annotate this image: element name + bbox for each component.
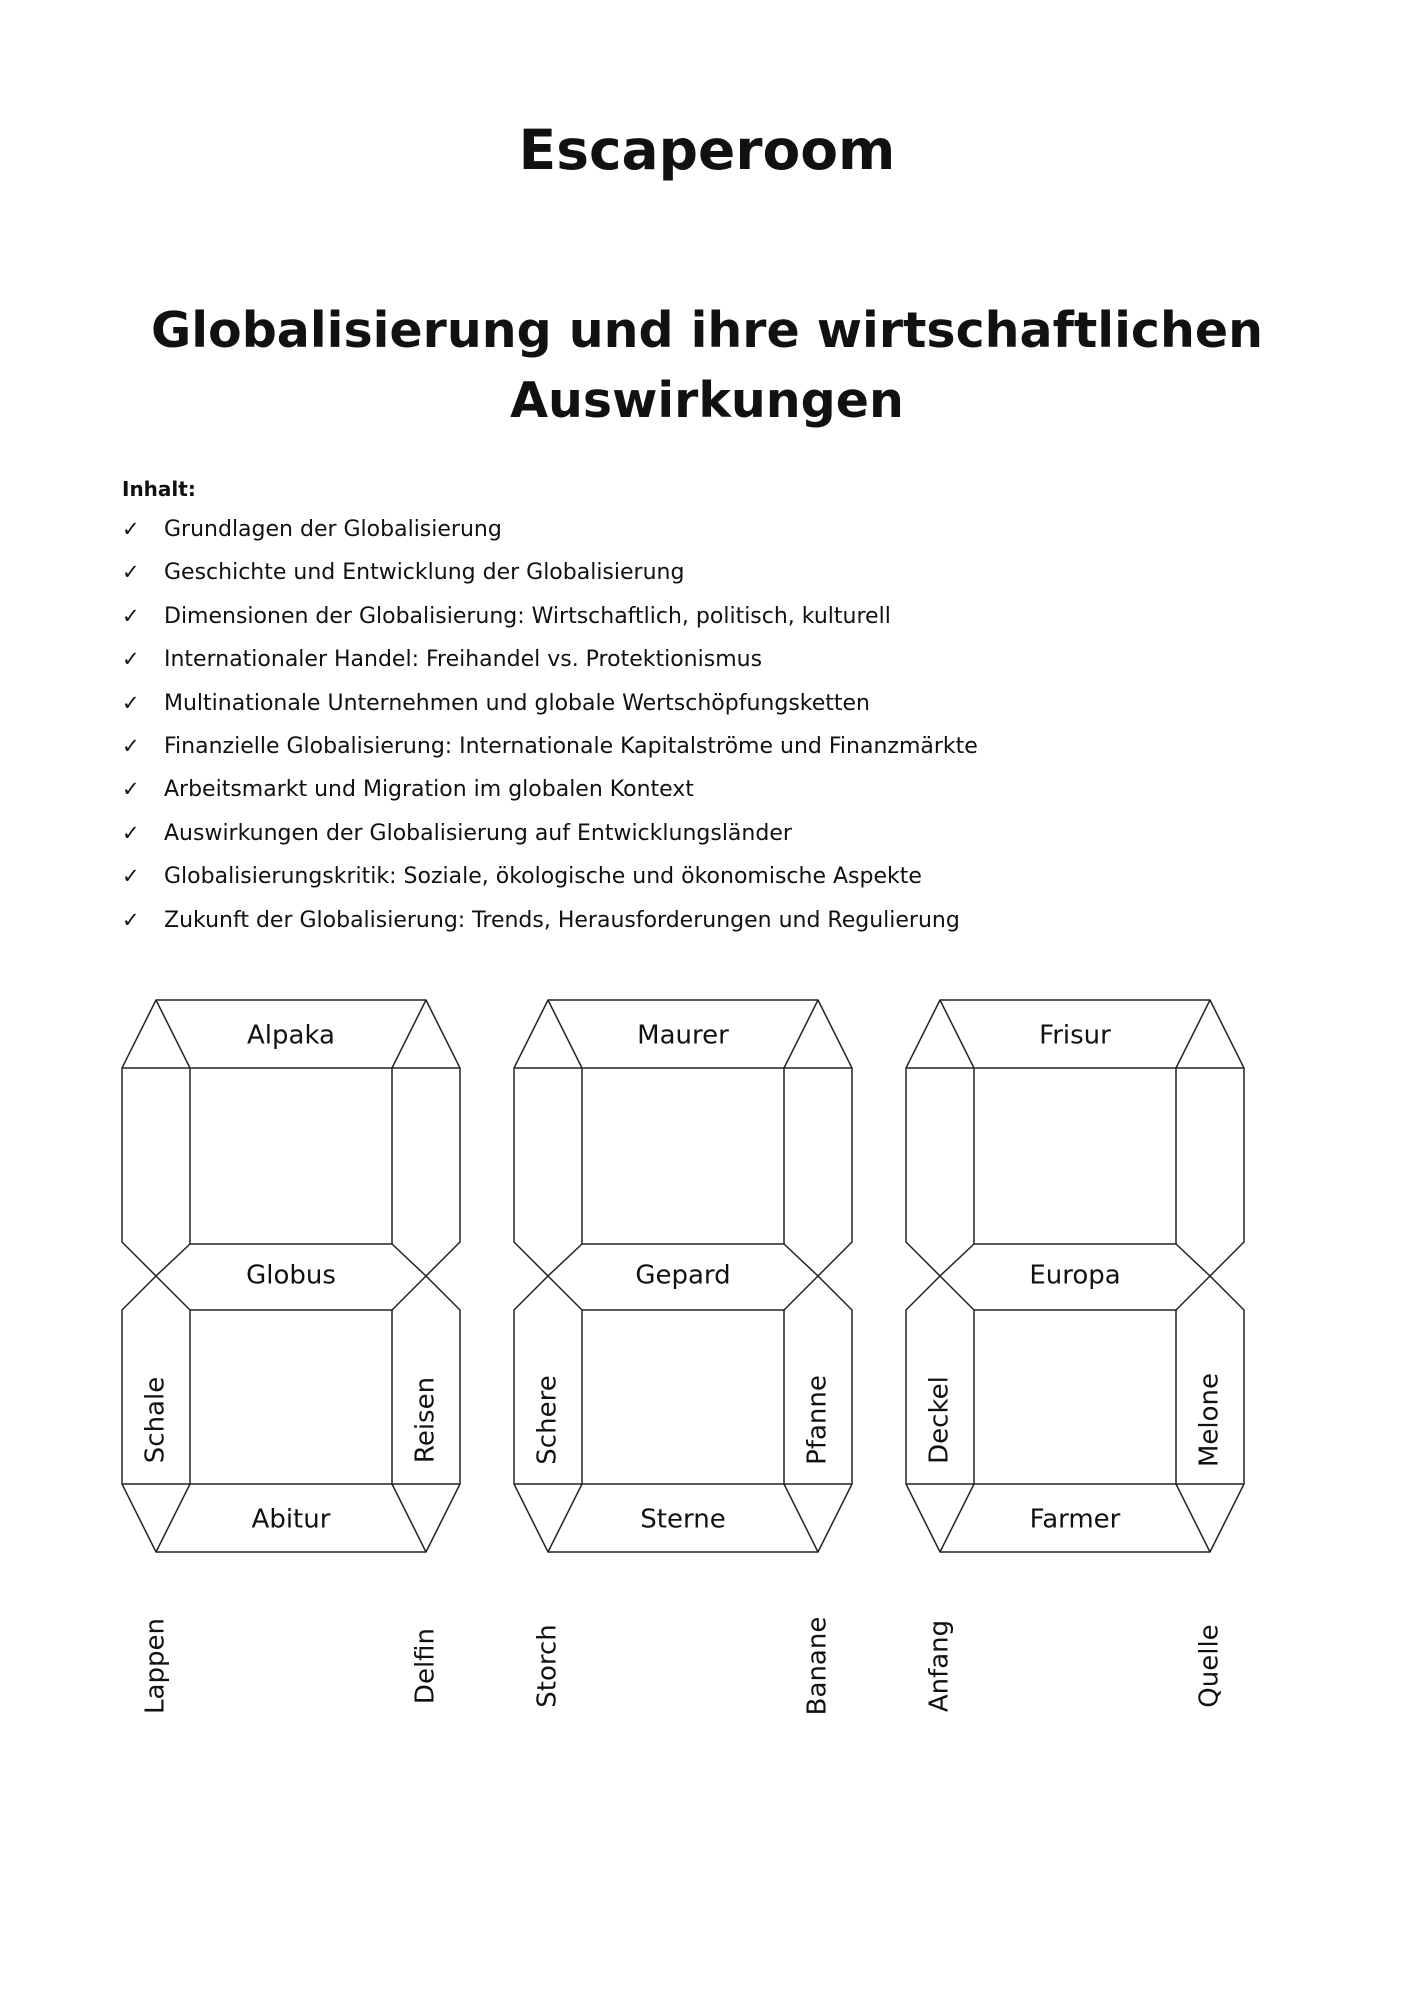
subtitle-line-1: Globalisierung und ihre wirtschaftlichen xyxy=(151,302,1263,359)
topic-text: Auswirkungen der Globalisierung auf Entwicklungsländer xyxy=(164,820,792,846)
segment-upper-right-label: Quelle xyxy=(1194,1624,1225,1708)
upper-square xyxy=(974,1068,1176,1244)
segment-bottom-label: Sterne xyxy=(640,1504,726,1535)
lower-square xyxy=(974,1310,1176,1484)
segment-upper-right-label: Banane xyxy=(802,1616,833,1716)
segment-top-label: Alpaka xyxy=(247,1020,335,1051)
segment-lower-left-label: Schere xyxy=(532,1375,563,1465)
digit-puzzle xyxy=(906,1000,1244,1712)
segment-lower-left-label: Schale xyxy=(140,1376,171,1464)
segment-bottom-label: Abitur xyxy=(251,1504,331,1535)
segment-top-label: Frisur xyxy=(1039,1020,1111,1051)
segment-top-label: Maurer xyxy=(637,1020,729,1051)
digit-puzzle xyxy=(514,1000,852,1715)
segment-bottom-label: Farmer xyxy=(1029,1504,1121,1535)
segment-upper-right-label: Delfin xyxy=(410,1627,441,1705)
segment-upper-left-label: Lappen xyxy=(140,1618,171,1714)
topic-text: Internationaler Handel: Freihandel vs. Protektionismus xyxy=(164,647,763,673)
lower-square xyxy=(190,1310,392,1484)
segment-upper-left-label: Anfang xyxy=(924,1619,955,1713)
lower-square xyxy=(582,1310,784,1484)
topic-text: Arbeitsmarkt und Migration im globalen Kontext xyxy=(164,777,694,803)
checkmark-icon: ✓ xyxy=(122,733,140,758)
segment-middle-label: Globus xyxy=(246,1260,336,1291)
checkmark-icon: ✓ xyxy=(122,864,140,889)
checkmark-icon: ✓ xyxy=(122,517,140,541)
segment-lower-right-label: Pfanne xyxy=(802,1375,833,1465)
segment-middle-label: Europa xyxy=(1029,1260,1121,1291)
topic-text: Zukunft der Globalisierung: Trends, Herausforderungen und Regulierung xyxy=(164,907,960,933)
segment-lower-left-label: Deckel xyxy=(924,1376,955,1464)
upper-square xyxy=(190,1068,392,1244)
checkmark-icon: ✓ xyxy=(122,777,140,802)
topic-text: Geschichte und Entwicklung der Globalisierung xyxy=(164,560,685,586)
digit-puzzle xyxy=(122,1000,460,1714)
segment-middle-label: Gepard xyxy=(635,1260,731,1291)
checkmark-icon: ✓ xyxy=(122,907,140,932)
topic-text: Dimensionen der Globalisierung: Wirtschaftlich, politisch, kulturell xyxy=(164,603,891,629)
content-heading: Inhalt: xyxy=(122,477,196,501)
page-title: Escaperoom xyxy=(518,118,896,182)
topic-text: Globalisierungskritik: Soziale, ökologische und ökonomische Aspekte xyxy=(164,864,922,890)
topic-text: Finanzielle Globalisierung: Internationale Kapitalströme und Finanzmärkte xyxy=(164,733,978,759)
segment-lower-right-label: Melone xyxy=(1194,1372,1225,1468)
subtitle-line-2: Auswirkungen xyxy=(510,372,904,429)
segment-lower-right-label: Reisen xyxy=(410,1376,441,1464)
topic-text: Multinationale Unternehmen und globale Wertschöpfungsketten xyxy=(164,690,870,716)
topic-text: Grundlagen der Globalisierung xyxy=(164,517,502,542)
checkmark-icon: ✓ xyxy=(122,820,140,845)
checkmark-icon: ✓ xyxy=(122,603,140,628)
segment-upper-left-label: Storch xyxy=(532,1624,563,1708)
checkmark-icon: ✓ xyxy=(122,560,140,585)
checkmark-icon: ✓ xyxy=(122,690,140,715)
checkmark-icon: ✓ xyxy=(122,647,140,672)
upper-square xyxy=(582,1068,784,1244)
